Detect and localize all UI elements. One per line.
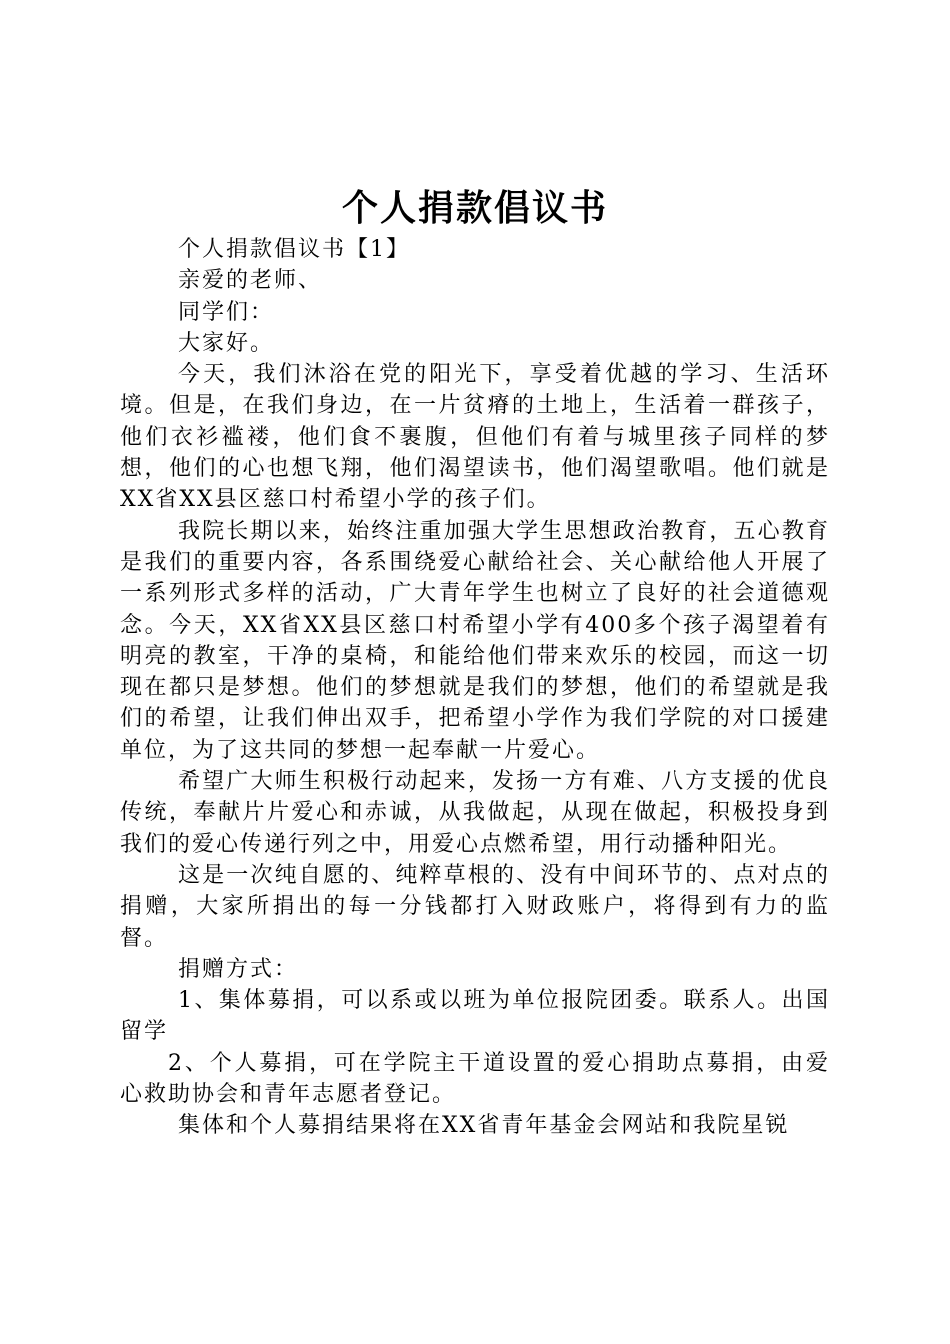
body-paragraph: 这是一次纯自愿的、纯粹草根的、没有中间环节的、点对点的捐赠，大家所捐出的每一分钱都打入财政账户，将得到有力的监督。	[120, 862, 830, 951]
body-paragraph: 今天，我们沐浴在党的阳光下，享受着优越的学习、生活环境。但是，在我们身边，在一片贫瘠的土地上，生活着一群孩子，他们衣衫褴褛，他们食不裹腹，但他们有着与城里孩子同样的梦想，他们的心也想飞翔，他们渴望读书，他们渴望歌唱。他们就是XX省XX县区慈口村希望小学的孩子们。	[120, 362, 830, 513]
body-paragraph: 我院长期以来，始终注重加强大学生思想政治教育，五心教育是我们的重要内容，各系围绕爱心献给社会、关心献给他人开展了一系列形式多样的活动，广大青年学生也树立了良好的社会道德观念。今天，XX省XX县区慈口村希望小学有400多个孩子渴望着有明亮的教室，干净的桌椅，和能给他们带来欢乐的校园，而这一切现在都只是梦想。他们的梦想就是我们的梦想，他们的希望就是我们的希望，让我们伸出双手，把希望小学作为我们学院的对口援建单位，为了这共同的梦想一起奉献一片爱心。	[120, 518, 830, 763]
salutation-line-2: 同学们：	[178, 299, 275, 325]
document-body	[120, 234, 830, 1142]
salutation-line-1: 亲爱的老师、	[178, 268, 323, 294]
greeting-paragraph: 大家好。	[178, 330, 275, 356]
donation-methods-heading: 捐赠方式：	[178, 956, 299, 982]
document-title: 个人捐款倡议书	[341, 187, 608, 229]
subtitle-paragraph: 个人捐款倡议书【1】	[178, 237, 410, 262]
donation-method-item: 2、个人募捐，可在学院主干道设置的爱心捐助点募捐，由爱心救助协会和青年志愿者登记。	[120, 1050, 830, 1108]
donation-method-item: 1、集体募捐，可以系或以班为单位报院团委。联系人。出国留学	[120, 988, 830, 1045]
body-paragraph: 集体和个人募捐结果将在XX省青年基金会网站和我院星锐	[178, 1113, 790, 1139]
body-paragraph: 希望广大师生积极行动起来，发扬一方有难、八方支援的优良传统，奉献片片爱心和赤诚，从我做起，从现在做起，积极投身到我们的爱心传递行列之中，用爱心点燃希望，用行动播种阳光。	[120, 769, 830, 857]
